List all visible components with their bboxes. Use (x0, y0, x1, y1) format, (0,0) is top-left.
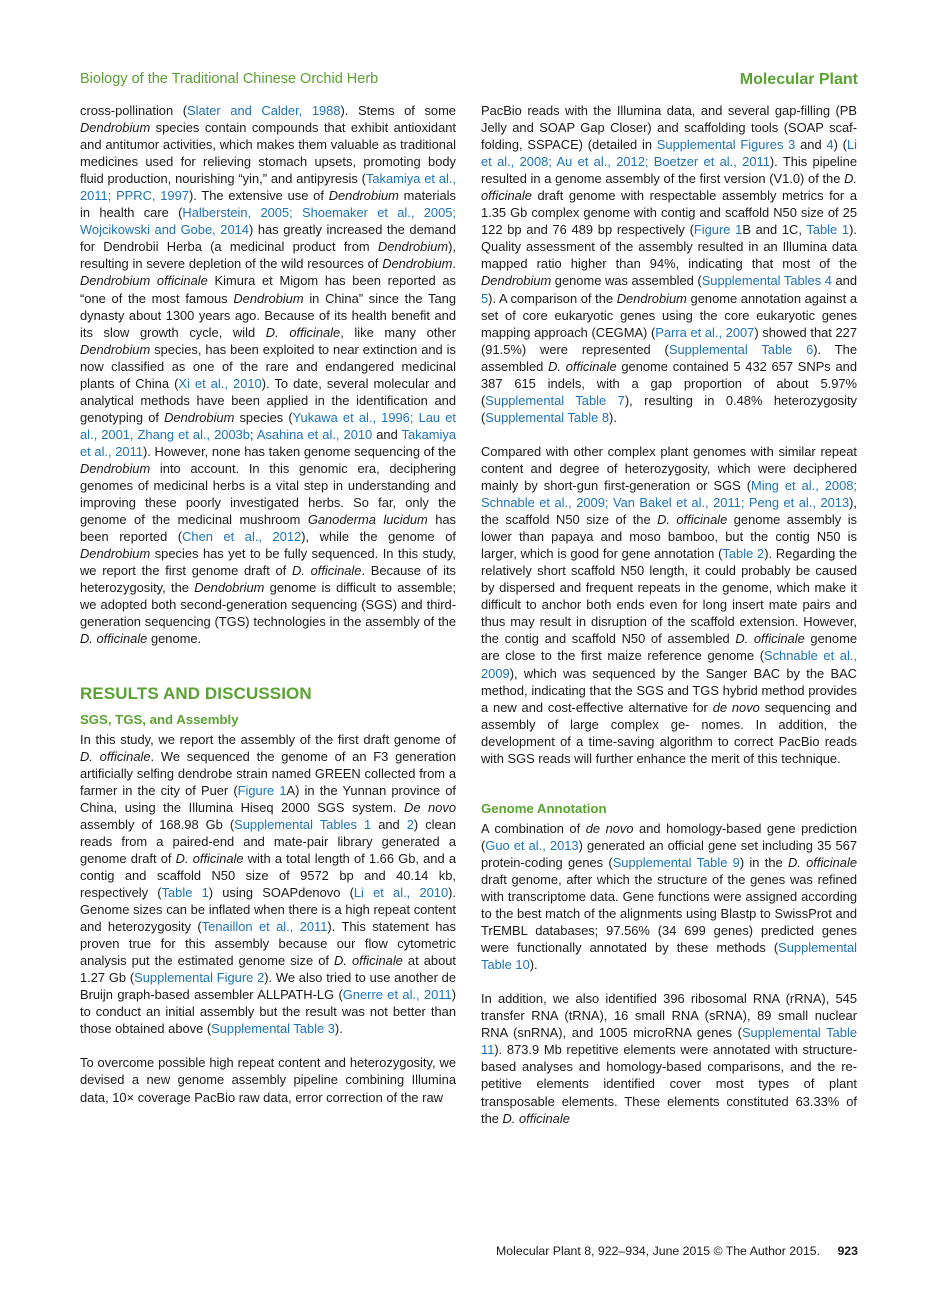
italic-term: Dendrobium (164, 409, 235, 425)
paragraph: To overcome possible high repeat content and heterozygosity, we devised a new genome assembly pipeline combining Illumina data, 10× coverage PacBio raw data, error correction of the raw (80, 1055, 456, 1105)
italic-term: D. officinale (80, 748, 151, 764)
subsection-heading: SGS, TGS, and Assembly (80, 711, 239, 727)
citation-link[interactable]: Supplemental Table 11 (481, 1025, 858, 1058)
subsection-heading: Genome Annotation (481, 800, 607, 816)
footer-citation: Molecular Plant 8, 922–934, June 2015 © The Author 2015. (496, 1244, 821, 1258)
paragraph: A combination of de novo and homology-based gene prediction (Guo et al., 2013) generated an official gene set including 35 567 protein-coding genes (Supplemental Table 9) in the D. officinale draft genome, after which the structure of the genes was refined with transcriptome data. Gene functions were assigned according to the best match of the alignments using Blastp to SwissProt and TrEMBL databases; 97.56% (34 699 genes) predicted genes were functionally annotated by these methods (Supplemental Table 10). (481, 820, 857, 973)
right-column (481, 102, 857, 1127)
italic-term: Dendrobium (80, 120, 151, 136)
italic-term: Dendrobium (80, 460, 151, 476)
citation-link[interactable]: Supplemental Figure 2 (134, 970, 265, 986)
paragraph: In this study, we report the assembly of the first draft genome of D. officinale. We sequenced the genome of an F3 generation artificially selfing dendrobe strain named GREEN collected from a farmer in the city of Puer (Figure 1A) in the Yunnan province of China, using the Illumina Hiseq 2000 SGS system. De novo assembly of 168.98 Gb (Supplemental Tables 1 and 2) clean reads from a paired-end and mate-pair library generated a genome draft of D. officinale with a total length of 1.66 Gb, and a contig and scaffold N50 size of 9572 bp and 40.14 kb, respectively (Table 1) using SOAPdenovo (Li et al., 2010). Genome sizes can be inflated when there is a high repeat content and heterozygosity (Tenaillon et al., 2011). This statement has proven true for this assembly because our flow cytometric analysis put the estimated genome size of D. officinale at about 1.27 Gb (Supplemental Figure 2). We also tried to use another de Bruijn graph-based assembler ALLPATH-LG (Gnerre et al., 2011) to conduct an initial assembly but the result was not better than those obtained above (Supplemental Table 3). (80, 731, 457, 1037)
citation-link[interactable]: Figure 1 (693, 222, 743, 238)
citation-link[interactable]: Slater and Calder, 1988 (187, 103, 341, 118)
citation-link[interactable]: Gnerre et al., 2011 (342, 987, 452, 1003)
citation-link[interactable]: Supplemental Table 6 (668, 341, 814, 357)
italic-term: Dendobrium (194, 580, 265, 596)
italic-term: Dendrobium (481, 273, 552, 289)
citation-link[interactable]: Li et al., 2010 (353, 885, 449, 901)
citation-link[interactable]: Supplemental Figures 3 (656, 137, 796, 153)
section-heading: RESULTS AND DISCUSSION (80, 683, 312, 703)
journal-name: Molecular Plant (739, 71, 858, 88)
paragraph: cross-pollination (Slater and Calder, 1988). Stems of some Dendrobium species contain compounds that exhibit antioxidant and antitumor activities, which makes them valuable as traditional medicines used for relieving stomach upsets, promoting body fluid production, nourishing “yin,” and antipyresis (Takamiya et al., 2011; PPRC, 1997). The extensive use of Dendrobium materials in health care (Halberstein, 2005; Shoemaker et al., 2005; Wojcikowski and Gobe, 2014) has greatly increased the demand for Dendrobii Herba (a medicinal product from Dendrobium), resulting in severe depletion of the wild resources of Dendrobium. Dendrobium officinale Kimura et Migom has been reported as “one of the most famous Dendrobium in China” since the Tang dynasty about 1300 years ago. Because of its health benefit and its slow growth cycle, wild D. officinale, like many other Dendrobium species, has been exploited to near extinction and is now classified as one of the rare and endangered medicinal plants of China (Xi et al., 2010). To date, several molecular and analytical methods have been applied in the identification and genotyping of Dendrobium species (Yukawa et al., 1996; Lau et al., 2001, Zhang et al., 2003b; Asahina et al., 2010 and Takamiya et al., 2011). However, none has taken genome sequencing of the Dendrobium into account. In this genomic era, deciphering genomes of medicinal herbs is a vital step in understanding and improving these poorly investigated herbs. So far, only the genome of the medicinal mushroom Ganoderma lucidum has been reported (Chen et al., 2012), while the genome of Dendrobium species has yet to be fully sequenced. In this study, we report the first genome draft of D. officinale. Because of its heterozygosity, the Dendobrium genome is difficult to assemble; we adopted both second-generation sequencing (SGS) and third-generation sequencing (TGS) technologies in the assembly of the D. officinale genome. (80, 103, 457, 647)
citation-link[interactable]: Supplemental Table 10 (481, 940, 857, 973)
page-number: 923 (837, 1244, 858, 1258)
italic-term: D. officinale (175, 850, 244, 866)
citation-link[interactable]: Schnable et al., 2009 (481, 648, 857, 681)
italic-term: D. officinale (291, 563, 362, 579)
citation-link[interactable]: 2 (406, 816, 414, 832)
italic-term: Ganoderma lucidum (307, 512, 428, 528)
citation-link[interactable]: Tenaillon et al., 2011 (201, 919, 328, 935)
citation-link[interactable]: Li et al., 2008; Au et al., 2012; Boetzer et al., 2011 (481, 137, 858, 170)
italic-term: de novo (585, 820, 634, 836)
italic-term: Dendrobium (382, 256, 453, 272)
italic-term: Dendrobium (377, 239, 449, 255)
italic-term: D. officinale (657, 512, 728, 528)
citation-link[interactable]: Supplemental Tables 1 (234, 816, 372, 832)
paragraph: In addition, we also identified 396 ribosomal RNA (rRNA), 545 transfer RNA (tRNA), 16 small RNA (sRNA), 89 small nuclear RNA (snRNA), and 1005 microRNA genes (Supplemental Table 11). 873.9 Mb repetitive elements were annotated with structure- based analyses and homology-based comparisons, and the re- petitive elements identified cover most types of plant transposable elements. These elements constituted 63.33% of the D. officinale (481, 991, 858, 1126)
citation-link[interactable]: Yukawa et al., 1996; Lau et al., 2001, Zhang et al., 2003b (80, 409, 456, 442)
citation-link[interactable]: Chen et al., 2012 (182, 529, 302, 545)
italic-term: D. officinale (80, 631, 148, 647)
citation-link[interactable]: Supplemental Table 3 (211, 1021, 335, 1037)
running-head (80, 71, 858, 91)
citation-link[interactable]: Table 1 (161, 885, 209, 901)
left-column (80, 102, 456, 1106)
citation-link[interactable]: Xi et al., 2010 (178, 375, 262, 391)
italic-term: D. officinale (787, 854, 857, 870)
italic-term: De novo (404, 799, 456, 815)
citation-link[interactable]: Supplemental Tables 4 (701, 273, 832, 289)
citation-link[interactable]: Table 2 (722, 546, 765, 562)
citation-link[interactable]: Figure 1 (237, 782, 287, 798)
citation-link[interactable]: Parra et al., 2007 (655, 324, 755, 340)
paragraph: PacBio reads with the Illumina data, and several gap-filling (PB Jelly and SOAP Gap Closer) and scaffolding tools (SOAP scaf- folding, SSPACE) (detailed in Supplemental Figures 3 and 4) (Li et al., 2008; Au et al., 2012; Boetzer et al., 2011). This pipeline resulted in a genome assembly of the first version (V1.0) of the D. officinale draft genome with respectable assembly metrics for a 1.35 Gb complex genome with contig and scaffold N50 size of 25 122 bp and 76 489 bp respectively (Figure 1B and 1C, Table 1). Quality assessment of the assembly resulted in an Illumina data mapped ratio higher than 94%, indicating that most of the Dendrobium genome was assembled (Supplemental Tables 4 and 5). A comparison of the Dendrobium genome annotation against a set of core eukaryotic genes using the core eukaryotic genes mapping approach (CEGMA) (Parra et al., 2007) showed that 227 (91.5%) were represented (Supplemental Table 6). The assembled D. officinale genome contained 5 432 657 SNPs and 387 615 indels, with a gap proportion of about 5.97% (Supplemental Table 7), resulting in 0.48% heterozygosity (Supplemental Table 8). (481, 103, 858, 425)
citation-link[interactable]: 5 (481, 290, 489, 306)
citation-link[interactable]: 4 (826, 137, 834, 153)
citation-link[interactable]: Table 1 (806, 222, 850, 238)
italic-term: D. officinale (334, 953, 403, 969)
italic-term: Dendrobium (233, 290, 304, 306)
italic-term: Dendrobium (80, 546, 151, 562)
italic-term: Dendrobium (328, 188, 399, 204)
citation-link[interactable]: Supplemental Table 9 (612, 854, 740, 870)
italic-term: Dendrobium (616, 290, 687, 306)
running-head-title: Biology of the Traditional Chinese Orchid Herb (80, 71, 379, 87)
citation-link[interactable]: Ming et al., 2008; Schnable et al., 2009; Van Bakel et al., 2011; Peng et al., 2013 (481, 477, 857, 511)
italic-term: D. officinale (735, 631, 805, 647)
italic-term: D. officinale (265, 324, 341, 340)
citation-link[interactable]: Guo et al., 2013 (485, 837, 579, 853)
italic-term: de novo (712, 699, 760, 715)
italic-term: Dendrobium (80, 341, 151, 357)
paragraph: Compared with other complex plant genomes with similar repeat content and degree of heterozygosity, which were deciphered mainly by short-gun first-generation or SGS (Ming et al., 2008; Schnable et al., 2009; Van Bakel et al., 2011; Peng et al., 2013), the scaffold N50 size of the D. officinale genome assembly is lower than papaya and moso bamboo, but the contig N50 is larger, which is good for gene annotation (Table 2). Regarding the relatively short scaffold N50 length, it could probably be caused by dispersed and frequent repeats in the genome, which make it difficult to anchor both ends even for long insert mate pairs and thus may result in disruption of the scaffold extension. However, the contig and scaffold N50 of assembled D. officinale genome are close to the first maize reference genome (Schnable et al., 2009), which was sequenced by the Sanger BAC by the BAC method, indicating that the SGS and TGS hybrid method provides a new and cost-effective alternative for de novo sequencing and assembly of large complex ge- nomes. In addition, the development of a time-saving algorithm to correct PacBio reads with SGS reads will further enhance the merit of this technique. (481, 443, 858, 766)
italic-term: Dendrobium officinale (80, 273, 208, 289)
italic-term: D. officinale (548, 358, 617, 374)
citation-link[interactable]: Takamiya et al., 2011 (80, 426, 456, 459)
citation-link[interactable]: Supplemental Table 7 (485, 392, 625, 408)
page-footer (496, 1244, 858, 1258)
italic-term: D. officinale (481, 171, 857, 204)
citation-link[interactable]: Asahina et al., 2010 (256, 426, 373, 442)
italic-term: D. officinale (502, 1110, 570, 1126)
citation-link[interactable]: Supplemental Table 8 (485, 409, 610, 425)
citation-link[interactable]: Takamiya et al., 2011; PPRC, 1997 (80, 171, 456, 204)
citation-link[interactable]: Halberstein, 2005; Shoemaker et al., 2005; Wojcikowski and Gobe, 2014 (80, 205, 456, 238)
